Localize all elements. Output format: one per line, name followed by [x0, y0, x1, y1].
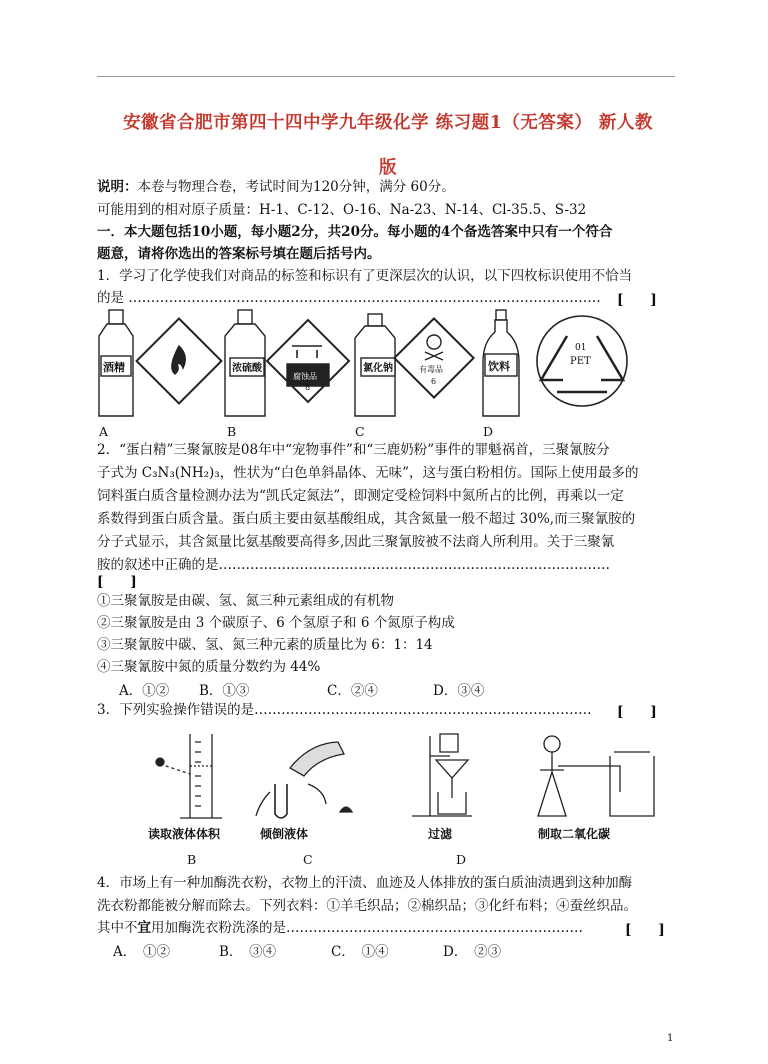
- page-number: 1: [667, 1033, 674, 1044]
- recycle-material: PET: [570, 356, 591, 367]
- note-line: [97, 177, 455, 198]
- note-label: 说明：: [97, 179, 138, 195]
- pouring-liquid-icon: [256, 742, 352, 818]
- q4-option-c: C． ①④: [331, 944, 389, 960]
- q3-experiment-figure: [140, 726, 670, 841]
- q3-line-1: 3．下列实验操作错误的是…………………………………………………………………: [97, 702, 592, 718]
- caption-filtration: 过滤: [428, 827, 453, 841]
- q2-line-5: 分子式显示，其含氮量比氨基酸要高得多,因此三聚氰胺被不法商人所利用。关于三聚氰: [97, 534, 615, 550]
- q3-option-b: B: [187, 852, 197, 867]
- q1-line-2: 的是 ……………………………………………………………………………………………: [97, 290, 601, 306]
- caption-pour-liquid: 倾倒液体: [260, 827, 309, 841]
- bottle-d-label: 饮料: [488, 360, 510, 373]
- note-text: 本卷与物理合卷，考试时间为120分钟，满分 60分。: [137, 179, 455, 195]
- q4-option-a: A． ①②: [113, 944, 170, 960]
- q2-option-c: C．②④: [327, 683, 378, 699]
- q2-line-1: 2．“蛋白精”三聚氰胺是08年中“宠物事件”和“三鹿奶粉”事件的罪魁祸首，三聚氰胺分: [97, 442, 610, 458]
- q4-answer-bracket: [ ]: [625, 922, 665, 938]
- atomic-masses: 可能用到的相对原子质量：H-1、C-12、O-16、Na-23、N-14、Cl-35.5、S-32: [97, 202, 587, 218]
- q2-option-b: B．①③: [199, 683, 250, 699]
- q2-statement-1: ①三聚氰胺是由碳、氢、氮三种元素组成的有机物: [97, 593, 394, 609]
- q4-option-b: B． ③④: [219, 944, 277, 960]
- bottle-a-label: 酒精: [103, 361, 125, 374]
- flammable-sign-icon: [137, 319, 222, 404]
- toxic-sign-text: 有毒品: [419, 365, 443, 374]
- q1-option-b: B: [227, 424, 237, 439]
- caption-read-volume: 读取液体体积: [148, 827, 221, 841]
- q1-option-c: C: [355, 424, 365, 439]
- q2-statement-2: ②三聚氰胺是由 3 个碳原子、6 个氢原子和 6 个氮原子构成: [97, 615, 455, 631]
- q3-answer-bracket: [ ]: [617, 704, 657, 720]
- section1-line-1: 一．本大题包括10小题，每小题2分，共20分。每小题的4个备选答案中只有一个符合: [97, 224, 613, 240]
- caption-co2: 制取二氧化碳: [538, 827, 611, 841]
- header-rule: [97, 76, 675, 77]
- corrosive-sign-text: 腐蚀品: [293, 372, 317, 381]
- q3-option-d: D: [456, 852, 467, 867]
- bottle-c-label: 氯化钠: [363, 363, 393, 374]
- q2-line-4: 系数得到蛋白质含量。蛋白质主要由氨基酸组成，其含氮量一般不超过 30%,而三聚氰胺的: [97, 511, 636, 527]
- toxic-class-number: 6: [431, 377, 437, 386]
- q1-option-d: D: [483, 424, 494, 439]
- q2-answer-bracket: [ ]: [97, 574, 137, 590]
- q4-line-3: [97, 918, 617, 939]
- corrosive-class-number: 8: [305, 383, 311, 392]
- q1-answer-bracket: [ ]: [617, 292, 657, 308]
- q2-option-d: D．③④: [433, 683, 485, 699]
- q4-option-d: D． ②③: [443, 944, 502, 960]
- q1-label-figure: [97, 306, 677, 424]
- recycle-code: 01: [575, 343, 587, 353]
- bottle-b-label: 浓硫酸: [232, 363, 262, 374]
- q3-option-c: C: [303, 852, 313, 867]
- q4-line-3-pre: 其中不: [97, 920, 138, 936]
- q2-line-2: 子式为 C₃N₃(NH₂)₃，性状为“白色单斜晶体、无味”，这与蛋白粉相仿。国际上使用最多的: [97, 465, 639, 481]
- q4-line-2: 洗衣粉都能被分解而除去。下列衣料：①羊毛织品；②棉织品；③化纤布料；④蚕丝织品。: [97, 898, 637, 914]
- q2-line-6: 胺的叙述中正确的是……………………………………………………………………………: [97, 557, 610, 573]
- q2-statement-4: ④三聚氰胺中氮的质量分数约为 44%: [97, 659, 321, 675]
- title-line-2: 版: [379, 158, 397, 178]
- q4-line-1: 4．市场上有一种加酶洗衣粉，衣物上的汗渍、血迹及人体排放的蛋白质油渍遇到这种加酶: [97, 875, 633, 891]
- graduated-cylinder-icon: [156, 734, 222, 818]
- q2-statement-3: ③三聚氰胺中碳、氢、氮三种元素的质量比为 6：1：14: [97, 637, 433, 653]
- q2-line-3: 饲料蛋白质含量检测办法为“凯氏定氮法”，即测定受检饲料中氮所占的比例，再乘以一定: [97, 488, 624, 504]
- q2-option-a: A．①②: [119, 683, 170, 699]
- q4-line-3-bold: 宜: [137, 920, 151, 936]
- title-line-1: 安徽省合肥市第四十四中学九年级化学 练习题1（无答案） 新人教: [123, 113, 653, 133]
- q1-line-1: 1．学习了化学使我们对商品的标签和标识有了更深层次的认识，以下四枚标识使用不恰当: [97, 268, 633, 284]
- section1-line-2: 题意，请将你选出的答案标号填在题后括号内。: [97, 246, 381, 262]
- q4-line-3-post: 用加酶洗衣粉洗涤的是…………………………………………………………: [151, 920, 583, 936]
- filtration-icon: [412, 734, 472, 816]
- co2-apparatus-icon: [538, 736, 654, 816]
- q1-option-a: A: [99, 424, 109, 439]
